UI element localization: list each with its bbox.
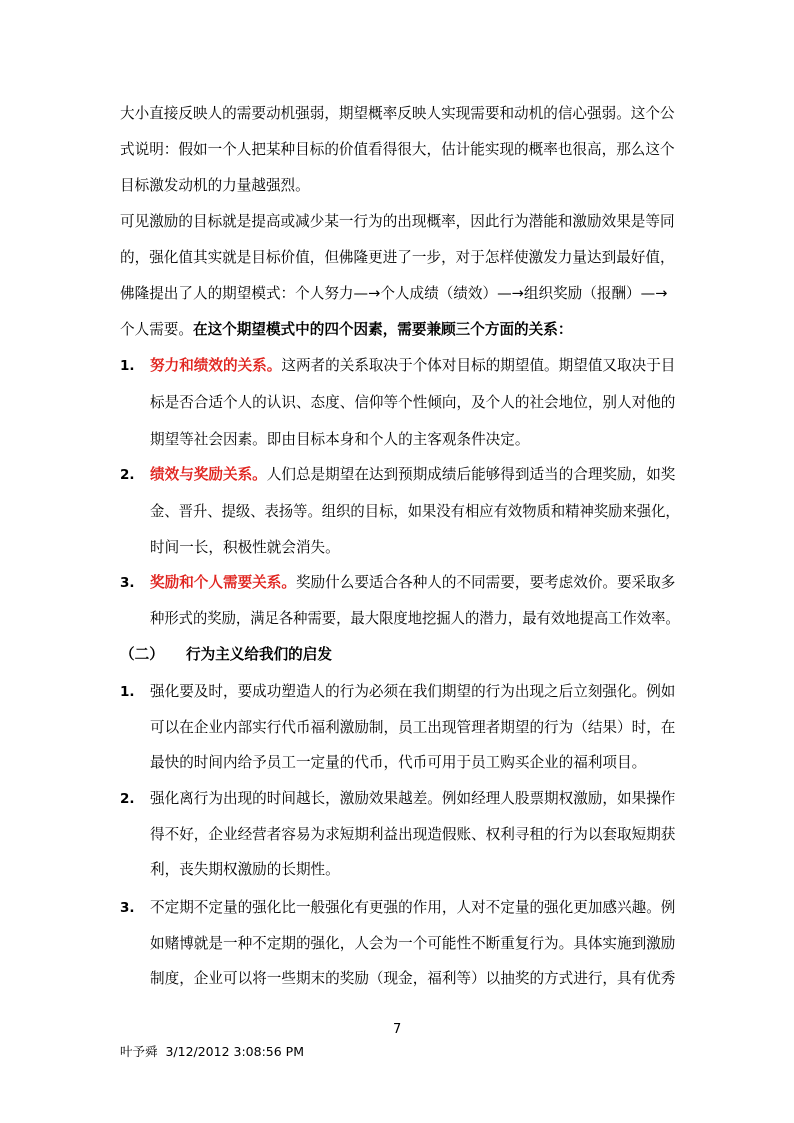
list-number: 1. <box>120 358 135 374</box>
footer-author-timestamp: 叶予舜 3/12/2012 3:08:56 PM <box>120 1044 304 1059</box>
intro-line: 式说明：假如一个人把某种目标的价值看得很大，估计能实现的概率也很高，那么这个 <box>120 141 675 158</box>
insight-text: 可以在企业内部实行代币福利激励制，员工出现管理者期望的行为（结果）时，在 <box>150 719 676 736</box>
relation-text: 种形式的奖励，满足各种需要，最大限度地挖掘人的潜力，最有效地提高工作效率。 <box>150 610 680 627</box>
insight-text: 如赌博就是一种不定期的强化，人会为一个可能性不断重复行为。具体实施到激励 <box>150 935 676 952</box>
intro-line: 大小直接反映人的需要动机强弱，期望概率反映人实现需要和动机的信心强弱。这个公 <box>120 105 675 122</box>
intro-line: 可见激励的目标就是提高或减少某一行为的出现概率，因此行为潜能和激励效果是等同 <box>120 213 675 230</box>
insight-text: 强化要及时，要成功塑造人的行为必须在我们期望的行为出现之后立刻强化。例如 <box>150 683 676 700</box>
relation-text: 时间一长，积极性就会消失。 <box>150 539 340 556</box>
list-number: 2. <box>120 791 135 807</box>
insight-text: 最快的时间内给予员工一定量的代币，代币可用于员工购买企业的福利项目。 <box>150 754 647 771</box>
insight-text: 制度，企业可以将一些期末的奖励（现金，福利等）以抽奖的方式进行，具有优秀 <box>150 970 676 987</box>
insight-text: 得不好，企业经营者容易为求短期利益出现造假账、权利寻租的行为以套取短期获 <box>150 826 676 843</box>
intro-line: 目标激发动机的力量越强烈。 <box>120 177 310 194</box>
list-number: 3. <box>120 900 135 916</box>
relation-title: 绩效与奖励关系。 <box>150 466 267 483</box>
intro-last-plain: 个人需要。 <box>120 321 193 338</box>
page-number: 7 <box>393 1022 402 1037</box>
relation-title: 奖励和个人需要关系。 <box>150 574 296 591</box>
section-heading <box>120 645 332 665</box>
intro-line <box>120 320 572 340</box>
relation-title: 努力和绩效的关系。 <box>150 357 282 374</box>
section-number: （二） <box>120 646 164 663</box>
list-number: 3. <box>120 575 135 591</box>
intro-line: 佛隆提出了人的期望模式：个人努力—→个人成绩（绩效）—→组织奖励（报酬）—→ <box>120 285 668 302</box>
relation-text: 这两者的关系取决于个体对目标的期望值。期望值又取决于目 <box>281 357 676 374</box>
relation-text: 奖励什么要适合各种人的不同需要，要考虑效价。要采取多 <box>295 574 676 591</box>
relation-text: 金、晋升、提级、表扬等。组织的目标，如果没有相应有效物质和精神奖励来强化， <box>150 503 680 520</box>
section-title: 行为主义给我们的启发 <box>186 646 332 663</box>
relation-text: 期望等社会因素。即由目标本身和个人的主客观条件决定。 <box>150 431 530 448</box>
list-number: 2. <box>120 467 135 483</box>
relation-text: 标是否合适个人的认识、态度、信仰等个性倾向，及个人的社会地位，别人对他的 <box>150 394 676 411</box>
intro-last-bold: 在这个期望模式中的四个因素，需要兼顾三个方面的关系： <box>192 321 573 338</box>
list-number: 1. <box>120 684 135 700</box>
relation-text: 人们总是期望在达到预期成绩后能够得到适当的合理奖励，如奖 <box>266 466 676 483</box>
insight-text: 不定期不定量的强化比一般强化有更强的作用，人对不定量的强化更加感兴趣。例 <box>150 899 676 916</box>
insight-text: 利，丧失期权激励的长期性。 <box>150 861 340 878</box>
insight-text: 强化离行为出现的时间越长，激励效果越差。例如经理人股票期权激励，如果操作 <box>150 790 676 807</box>
intro-line: 的，强化值其实就是目标价值，但佛隆更进了一步，对于怎样使激发力量达到最好值， <box>120 249 675 266</box>
